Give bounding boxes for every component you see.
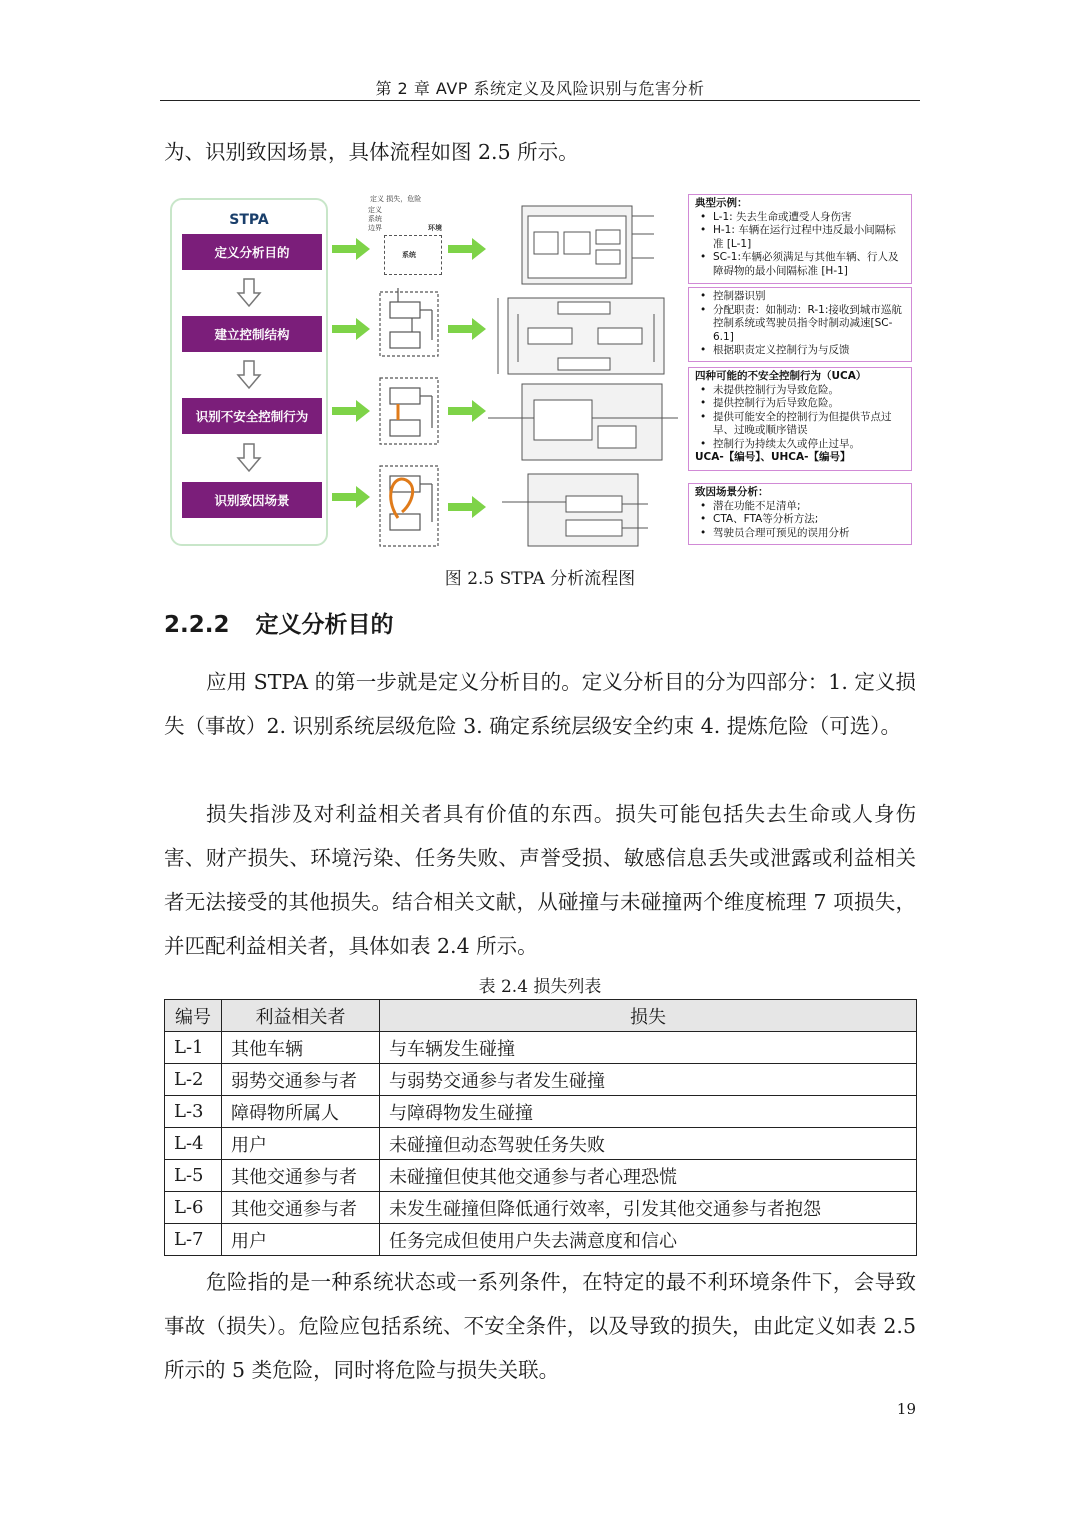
table-cell: L-2 (165, 1064, 222, 1096)
green-arrow-icon (448, 238, 486, 260)
stpa-steps-panel (170, 198, 328, 546)
stpa-label: STPA (229, 212, 269, 228)
table-cell: 与车辆发生碰撞 (380, 1032, 917, 1064)
table-cell: L-4 (165, 1128, 222, 1160)
box-item: • CTA、FTA等分析方法; (713, 513, 905, 527)
loss-table (164, 999, 917, 1256)
stpa-detail-diagrams (488, 202, 684, 548)
table-header: 损失 (380, 1000, 917, 1032)
box-item: • H-1: 车辆在运行过程中违反最小间隔标准 [L-1] (713, 224, 905, 251)
table-cell: 未发生碰撞但降低通行效率，引发其他交通参与者抱怨 (380, 1192, 917, 1224)
intro-line: 为、识别致因场景，具体流程如图 2.5 所示。 (164, 140, 579, 164)
header-rule (160, 100, 920, 101)
table-cell: 弱势交通参与者 (222, 1064, 380, 1096)
running-header: 第 2 章 AVP 系统定义及风险识别与危害分析 (375, 79, 705, 98)
table-cell: 与弱势交通参与者发生碰撞 (380, 1064, 917, 1096)
table-cell: 障碍物所属人 (222, 1096, 380, 1128)
table-row (165, 1064, 917, 1096)
section-heading (164, 606, 394, 639)
box-item: • SC-1:车辆必须满足与其他车辆、行人及障碍物的最小间隔标准 [H-1] (713, 251, 905, 278)
table-row (165, 1192, 917, 1224)
table-row (165, 1128, 917, 1160)
step-define-purpose: 定义分析目的 (182, 234, 322, 270)
table-cell: L-5 (165, 1160, 222, 1192)
green-arrow-icon (448, 318, 486, 340)
table-cell: L-3 (165, 1096, 222, 1128)
table-cell: L-7 (165, 1224, 222, 1256)
step-identify-uca: 识别不安全控制行为 (182, 398, 322, 434)
green-arrow-icon (332, 318, 370, 340)
box-title: 典型示例： (695, 197, 748, 209)
example-box-uca (688, 367, 912, 471)
table-cell: 未碰撞但使其他交通参与者心理恐慌 (380, 1160, 917, 1192)
box-item: • 驾驶员合理可预见的误用分析 (713, 527, 905, 541)
system-label: 系统 (402, 251, 416, 259)
box-title: 四种可能的不安全控制行为（UCA） (695, 370, 867, 382)
table-cell: 与障碍物发生碰撞 (380, 1096, 917, 1128)
table-cell: 其他车辆 (222, 1032, 380, 1064)
control-loop-sketches (378, 288, 442, 550)
table-cell: 未碰撞但动态驾驶任务失败 (380, 1128, 917, 1160)
green-arrow-icon (332, 486, 370, 508)
table-row (165, 1224, 917, 1256)
step-causal-scenarios: 识别致因场景 (182, 482, 322, 518)
box-item: • 潜在功能不足清单; (713, 500, 905, 514)
table-cell: 用户 (222, 1128, 380, 1160)
box-title: 致因场景分析： (695, 486, 769, 498)
paragraph-1: 应用 STPA 的第一步就是定义分析目的。定义分析目的分为四部分：1. 定义损失（事故）2. 识别系统层级危险 3. 确定系统层级安全约束 4. 提炼危险（可选）。 (164, 670, 916, 738)
example-box-causal (688, 483, 912, 545)
down-arrow-icon (236, 360, 262, 390)
green-arrow-icon (332, 238, 370, 260)
table-cell: 其他交通参与者 (222, 1160, 380, 1192)
loss-hazard-label: 定义 损失，危险 (370, 195, 422, 203)
green-arrow-icon (448, 400, 486, 422)
step-control-structure: 建立控制结构 (182, 316, 322, 352)
table-header: 利益相关者 (222, 1000, 380, 1032)
table-cell: 其他交通参与者 (222, 1192, 380, 1224)
stpa-flow-figure (166, 190, 920, 550)
box-item: • L-1: 失去生命或遭受人身伤害 (713, 211, 905, 225)
down-arrow-icon (236, 278, 262, 308)
table-cell: 任务完成但使用户失去满意度和信心 (380, 1224, 917, 1256)
table-caption: 表 2.4 损失列表 (478, 977, 602, 997)
box-item: • 提供控制行为后导致危险。 (713, 397, 905, 411)
example-box-typical (688, 194, 912, 284)
table-header: 编号 (165, 1000, 222, 1032)
environment-label: 环境 (428, 224, 442, 232)
table-row (165, 1096, 917, 1128)
paragraph-3: 危险指的是一种系统状态或一系列条件，在特定的最不利环境条件下，会导致事故（损失）。危险应包括系统、不安全条件，以及导致的损失，由此定义如表 2.5 所示的 5 类危险，同时将危险与损失关联。 (164, 1270, 916, 1382)
table-row (165, 1032, 917, 1064)
box-footer: UCA-【编号】、UHCA-【编号】 (695, 451, 851, 463)
table-cell: L-1 (165, 1032, 222, 1064)
paragraph-2: 损失指涉及对利益相关者具有价值的东西。损失可能包括失去生命或人身伤害、财产损失、环境污染、任务失败、声誉受损、敏感信息丢失或泄露或利益相关者无法接受的其他损失。结合相关文献，从碰撞与未碰撞两个维度梳理 7 项损失，并匹配利益相关者，具体如表 2.4 所示。 (164, 802, 916, 958)
page-number: 19 (896, 1400, 916, 1418)
table-row (165, 1160, 917, 1192)
boundary-label: 定义 系统 边界 (368, 206, 382, 232)
green-arrow-icon (332, 400, 370, 422)
box-item: • 分配职责：如制动：R-1:接收到城市巡航控制系统或驾驶员指令时制动减速[SC-6.1] (713, 304, 905, 345)
down-arrow-icon (236, 443, 262, 473)
box-item: • 提供可能安全的控制行为但提供节点过早、过晚或顺序错误 (713, 411, 905, 438)
table-header-row (165, 1000, 917, 1032)
green-arrow-icon (448, 496, 486, 518)
section-title-text: 定义分析目的 (255, 612, 394, 638)
box-item: • 未提供控制行为导致危险。 (713, 384, 905, 398)
box-item: • 控制器识别 (713, 290, 905, 304)
section-number: 2.2.2 (164, 612, 230, 638)
example-box-controller (688, 287, 912, 362)
table-cell: L-6 (165, 1192, 222, 1224)
box-item: • 控制行为持续太久或停止过早。 (713, 438, 905, 452)
figure-caption: 图 2.5 STPA 分析流程图 (444, 569, 636, 589)
box-item: • 根据职责定义控制行为与反馈 (713, 344, 905, 358)
table-cell: 用户 (222, 1224, 380, 1256)
